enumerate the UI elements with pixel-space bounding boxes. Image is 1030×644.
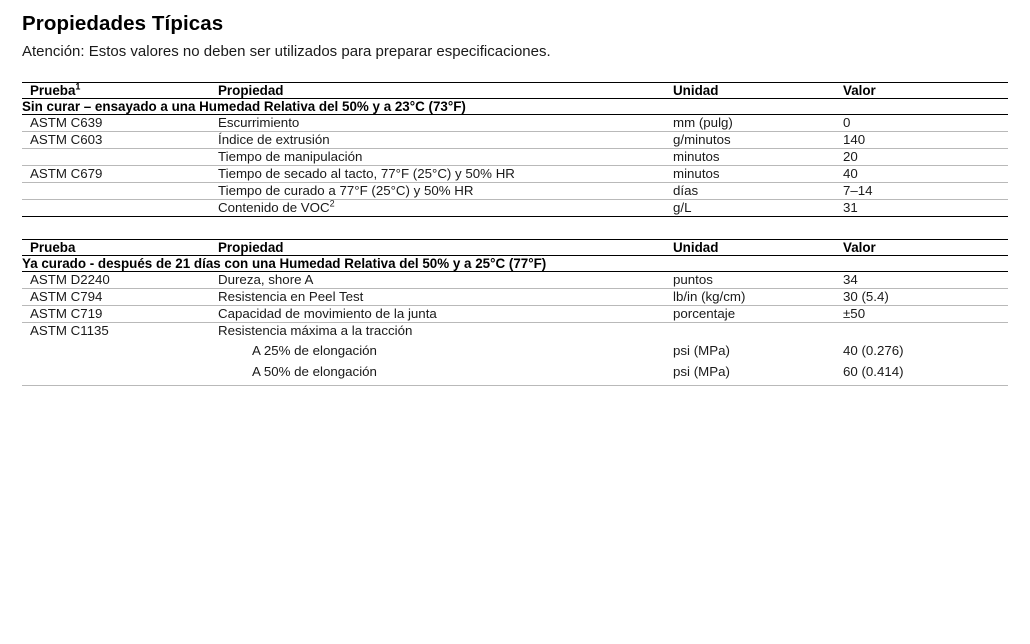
column-header-property: Propiedad — [218, 83, 673, 99]
cell-value: 34 — [843, 271, 1008, 288]
document-note: Atención: Estos valores no deben ser utilizados para preparar especificaciones. — [22, 43, 551, 60]
cell-property: Tiempo de secado al tacto, 77°F (25°C) y 50% HR — [218, 165, 673, 182]
table-row — [22, 148, 1008, 165]
cell-unit: minutos — [673, 165, 843, 182]
cell-value: 20 — [843, 148, 1008, 165]
column-header-test-label: Prueba — [30, 83, 76, 98]
column-header-unit: Unidad — [673, 239, 843, 255]
table-row — [22, 165, 1008, 182]
cell-test: ASTM C603 — [22, 131, 218, 148]
cell-value: 60 (0.414) — [843, 362, 1008, 385]
section-header-row — [22, 255, 1008, 271]
properties-table-cured — [22, 239, 1008, 387]
cell-unit: g/minutos — [673, 131, 843, 148]
cell-unit: puntos — [673, 271, 843, 288]
cell-test: ASTM D2240 — [22, 271, 218, 288]
column-header-test: Prueba — [22, 239, 218, 255]
cell-unit — [673, 322, 843, 342]
column-header-unit: Unidad — [673, 83, 843, 99]
table-row — [22, 362, 1008, 385]
column-header-test-footnote: 1 — [75, 81, 81, 92]
cell-value: ±50 — [843, 305, 1008, 322]
section-header-label: Sin curar – ensayado a una Humedad Relativa del 50% y a 23°C (73°F) — [22, 99, 1008, 115]
cell-value: 40 (0.276) — [843, 342, 904, 358]
table-header-row — [22, 239, 1008, 255]
cell-property: Dureza, shore A — [218, 271, 673, 288]
cell-property: A 50% de elongación — [218, 362, 673, 385]
table-row — [22, 182, 1008, 199]
cell-test — [22, 148, 218, 165]
column-header-property: Propiedad — [218, 239, 673, 255]
cell-test — [22, 199, 218, 216]
cell-unit: g/L — [673, 199, 843, 216]
uncured-properties-block — [22, 82, 1008, 217]
column-header-value: Valor — [843, 83, 1008, 99]
cell-value: 140 — [843, 131, 1008, 148]
page-title: Propiedades Típicas — [22, 12, 224, 35]
cell-property: Índice de extrusión — [218, 131, 673, 148]
table-header-row — [22, 83, 1008, 99]
table-row — [22, 288, 1008, 305]
properties-table-uncured — [22, 82, 1008, 217]
cell-test: ASTM C679 — [22, 165, 218, 182]
cell-property: Tiempo de curado a 77°F (25°C) y 50% HR — [218, 182, 673, 199]
cured-properties-block — [22, 239, 1008, 387]
cell-value: 0 — [843, 115, 1008, 132]
cell-property: Resistencia máxima a la tracción — [218, 322, 413, 338]
cell-property: Capacidad de movimiento de la junta — [218, 305, 673, 322]
cell-test — [22, 362, 218, 385]
cell-value: 7–14 — [843, 182, 1008, 199]
cell-unit: lb/in (kg/cm) — [673, 288, 843, 305]
table-row — [22, 199, 1008, 216]
cell-unit: días — [673, 182, 843, 199]
cell-value: 40 — [843, 165, 1008, 182]
cell-unit: porcentaje — [673, 305, 843, 322]
cell-test — [22, 182, 218, 199]
cell-test: ASTM C1135 — [30, 322, 109, 338]
table-row — [22, 343, 1008, 363]
column-header-test — [22, 83, 218, 99]
table-spacer — [22, 217, 1008, 239]
table-row — [22, 322, 1008, 342]
cell-property — [218, 199, 673, 216]
cell-test: ASTM C639 — [22, 115, 218, 132]
cell-test — [22, 343, 218, 363]
cell-test: ASTM C794 — [22, 288, 218, 305]
cell-property: Tiempo de manipulación — [218, 148, 673, 165]
column-header-value: Valor — [843, 239, 1008, 255]
cell-value — [843, 322, 1008, 342]
table-row — [22, 115, 1008, 132]
cell-unit: mm (pulg) — [673, 115, 843, 132]
cell-unit: psi (MPa) — [673, 362, 843, 385]
table-row — [22, 131, 1008, 148]
cell-value: 30 (5.4) — [843, 288, 1008, 305]
cell-property: Escurrimiento — [218, 115, 673, 132]
cell-unit: psi (MPa) — [673, 342, 730, 358]
cell-property: A 25% de elongación — [252, 342, 377, 358]
section-header-label: Ya curado - después de 21 días con una Humedad Relativa del 50% y a 25°C (77°F) — [22, 255, 1008, 271]
cell-test: ASTM C719 — [22, 305, 218, 322]
cell-value: 31 — [843, 199, 1008, 216]
cell-unit: minutos — [673, 148, 843, 165]
cell-property-label: Contenido de VOC — [218, 199, 330, 215]
cell-property: Resistencia en Peel Test — [218, 288, 673, 305]
cell-property-footnote: 2 — [329, 198, 335, 209]
table-row — [22, 271, 1008, 288]
section-header-row — [22, 99, 1008, 115]
table-row — [22, 305, 1008, 322]
